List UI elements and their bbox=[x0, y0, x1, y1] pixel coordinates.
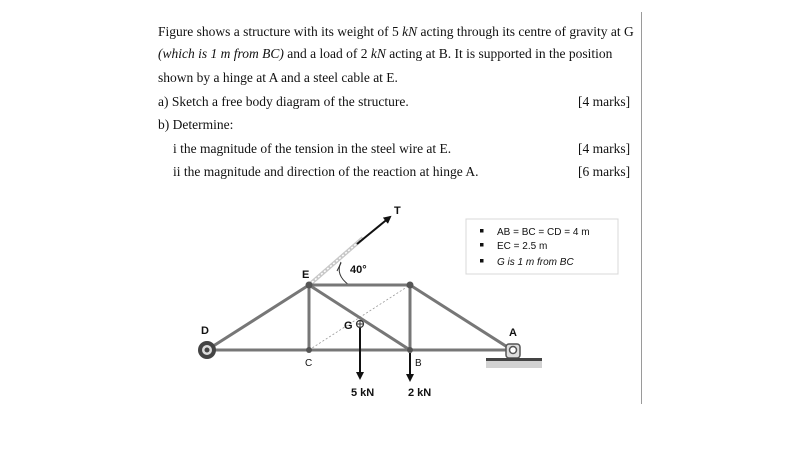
line1-unit: kN bbox=[402, 24, 418, 39]
part-b-ii-marks: [6 marks] bbox=[578, 164, 631, 179]
bullet-3 bbox=[480, 259, 484, 263]
line1-text-b: acting through its centre of gravity at G bbox=[417, 24, 634, 39]
part-b-i-text: i the magnitude of the tension in the steel wire at E. bbox=[173, 141, 452, 156]
part-a-text: a) Sketch a free body diagram of the structure. bbox=[158, 94, 409, 109]
joint-C bbox=[306, 347, 312, 353]
line2-unit: kN bbox=[370, 46, 386, 61]
part-b-text: b) Determine: bbox=[158, 117, 234, 132]
dimension-item-2: EC = 2.5 m bbox=[497, 241, 548, 252]
joint-B bbox=[407, 347, 413, 353]
label-load-2kN: 2 kN bbox=[408, 387, 432, 399]
dimension-item-3: G is 1 m from BC bbox=[497, 257, 574, 268]
line2-text-b: and a load of 2 bbox=[283, 46, 371, 61]
bullet-1 bbox=[480, 229, 484, 233]
line2-text-c: acting at B. It is supported in the position bbox=[385, 46, 613, 61]
label-T: T bbox=[394, 205, 401, 217]
member-DE bbox=[207, 285, 309, 350]
line1-text-a: Figure shows a structure with its weight of 5 bbox=[158, 24, 403, 39]
line2-text-a: (which is 1 m from BC) bbox=[158, 46, 284, 61]
joint-E bbox=[306, 282, 313, 289]
tension-arrow bbox=[357, 217, 390, 244]
support-D-pin bbox=[205, 348, 210, 353]
ground-line bbox=[486, 358, 542, 361]
label-angle: 40° bbox=[350, 264, 367, 276]
question-line-3: shown by a hinge at A and a steel cable at E. bbox=[158, 70, 398, 85]
bullet-2 bbox=[480, 243, 484, 247]
ground-fill bbox=[486, 361, 542, 368]
member-FA bbox=[410, 285, 512, 350]
joint-F bbox=[407, 282, 414, 289]
label-load-5kN: 5 kN bbox=[351, 387, 375, 399]
label-E: E bbox=[302, 269, 310, 281]
label-G: G bbox=[344, 320, 353, 332]
dimension-item-1: AB = BC = CD = 4 m bbox=[497, 227, 590, 238]
part-b-ii-text: ii the magnitude and direction of the reaction at hinge A. bbox=[173, 164, 479, 179]
part-a-marks: [4 marks] bbox=[578, 94, 631, 109]
hinge-A-pin bbox=[510, 347, 517, 354]
label-A: A bbox=[509, 327, 517, 339]
label-D: D bbox=[201, 325, 209, 337]
part-b-i-marks: [4 marks] bbox=[578, 141, 631, 156]
label-B: B bbox=[415, 358, 422, 369]
label-C: C bbox=[305, 358, 313, 369]
angle-arc bbox=[339, 262, 349, 285]
